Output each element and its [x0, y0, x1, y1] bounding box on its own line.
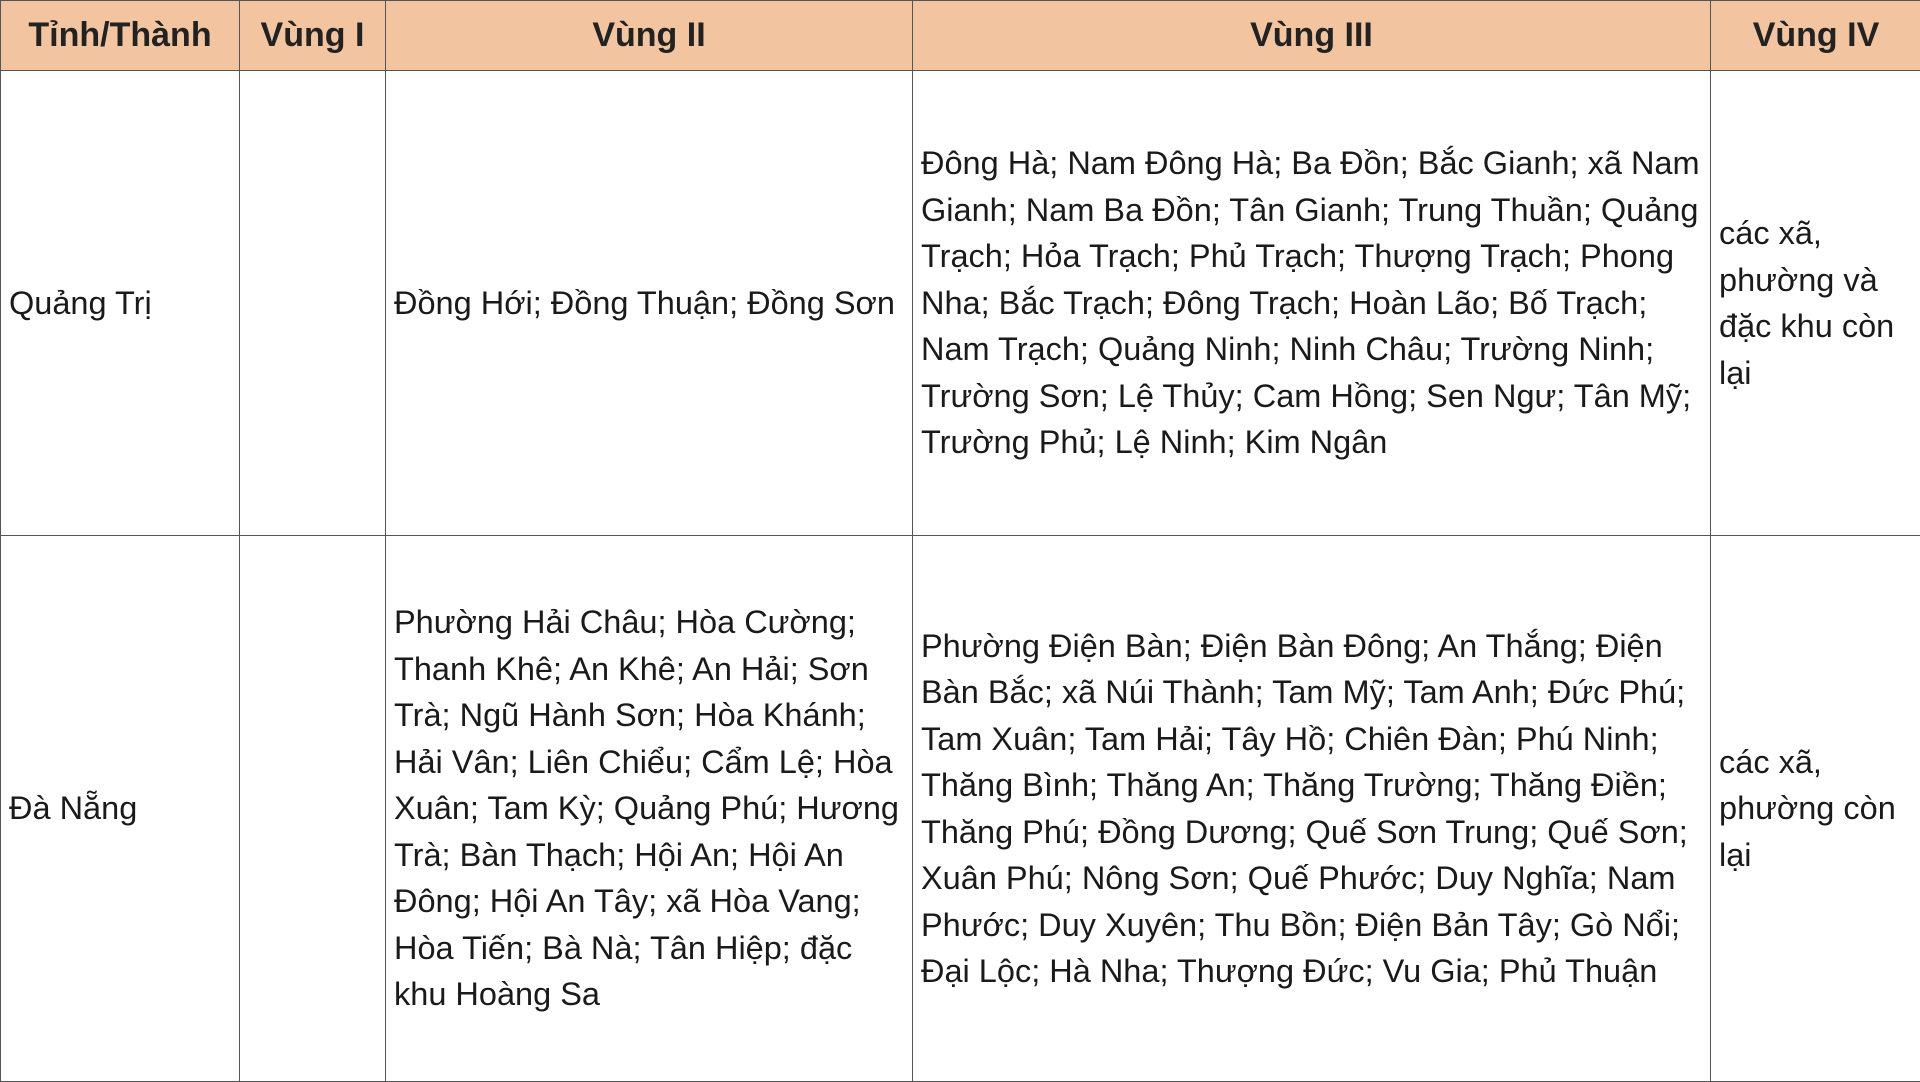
table-body — [1, 71, 1920, 1082]
table-row — [1, 71, 1920, 536]
region-2-cell: Đồng Hới; Đồng Thuận; Đồng Sơn — [386, 71, 913, 536]
province-cell: Đà Nẵng — [1, 536, 240, 1082]
table-row — [1, 536, 1920, 1082]
header-region-2: Vùng II — [386, 1, 913, 71]
header-region-4: Vùng IV — [1711, 1, 1920, 71]
header-row — [1, 1, 1920, 71]
region-1-cell — [240, 536, 386, 1082]
region-1-cell — [240, 71, 386, 536]
header-region-3: Vùng III — [913, 1, 1711, 71]
table-header — [1, 1, 1920, 71]
region-3-cell: Đông Hà; Nam Đông Hà; Ba Đồn; Bắc Gianh; xã Nam Gianh; Nam Ba Đồn; Tân Gianh; Trung Thuần; Quảng Trạch; Hỏa Trạch; Phủ Trạch; Thượng Trạch; Phong Nha; Bắc Trạch; Đông Trạch; Hoàn Lão; Bố Trạch; Nam Trạch; Quảng Ninh; Ninh Châu; Trường Ninh; Trường Sơn; Lệ Thủy; Cam Hồng; Sen Ngư; Tân Mỹ; Trường Phủ; Lệ Ninh; Kim Ngân — [913, 71, 1711, 536]
region-3-cell: Phường Điện Bàn; Điện Bàn Đông; An Thắng; Điện Bàn Bắc; xã Núi Thành; Tam Mỹ; Tam Anh; Đức Phú; Tam Xuân; Tam Hải; Tây Hồ; Chiên Đàn; Phú Ninh; Thăng Bình; Thăng An; Thăng Trường; Thăng Điền; Thăng Phú; Đồng Dương; Quế Sơn Trung; Quế Sơn; Xuân Phú; Nông Sơn; Quế Phước; Duy Nghĩa; Nam Phước; Duy Xuyên; Thu Bồn; Điện Bản Tây; Gò Nổi; Đại Lộc; Hà Nha; Thượng Đức; Vu Gia; Phủ Thuận — [913, 536, 1711, 1082]
region-4-cell: các xã, phường còn lại — [1711, 536, 1920, 1082]
region-2-cell: Phường Hải Châu; Hòa Cường; Thanh Khê; An Khê; An Hải; Sơn Trà; Ngũ Hành Sơn; Hòa Khánh; Hải Vân; Liên Chiểu; Cẩm Lệ; Hòa Xuân; Tam Kỳ; Quảng Phú; Hương Trà; Bàn Thạch; Hội An; Hội An Đông; Hội An Tây; xã Hòa Vang; Hòa Tiến; Bà Nà; Tân Hiệp; đặc khu Hoàng Sa — [386, 536, 913, 1082]
province-cell: Quảng Trị — [1, 71, 240, 536]
region-4-cell: các xã, phường và đặc khu còn lại — [1711, 71, 1920, 536]
header-region-1: Vùng I — [240, 1, 386, 71]
header-province: Tỉnh/Thành — [1, 1, 240, 71]
